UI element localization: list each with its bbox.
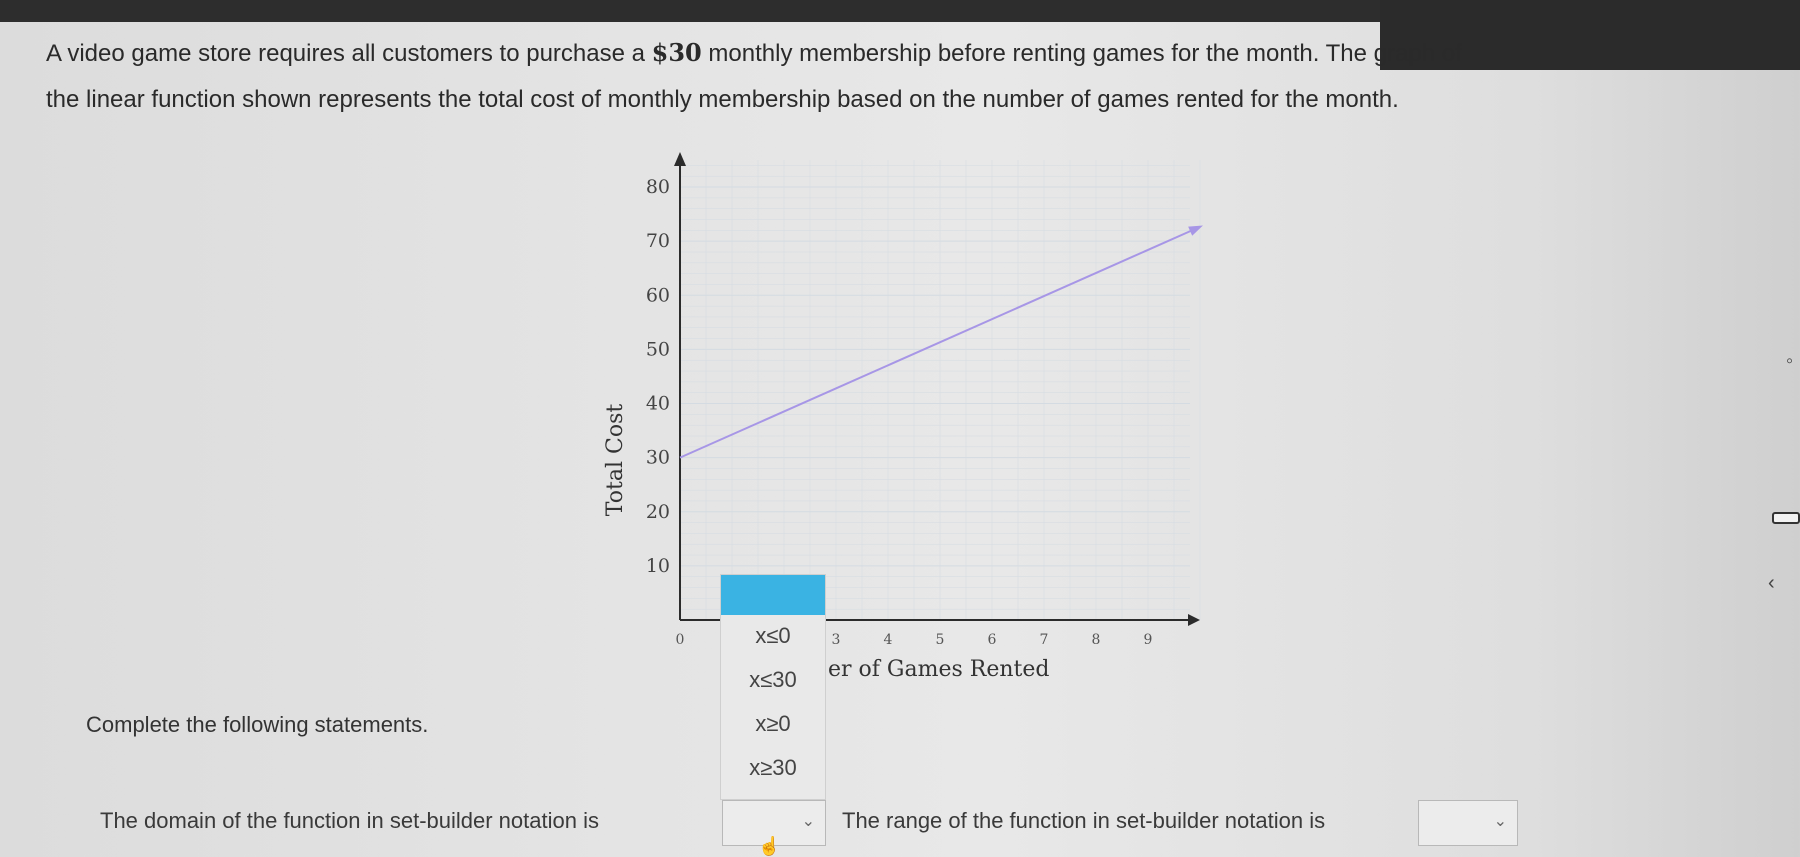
cost-graph xyxy=(560,150,1220,710)
x-tick-label: 6 xyxy=(987,632,997,648)
x-tick-label: 0 xyxy=(675,632,685,648)
range-select[interactable] xyxy=(1418,800,1518,846)
x-axis-title-visible: er of Games Rented xyxy=(828,657,1050,682)
x-tick-label: 5 xyxy=(935,632,945,648)
dropdown-highlight xyxy=(721,575,825,615)
chevron-down-icon: ⌄ xyxy=(1493,813,1507,830)
question-text-b: monthly membership before renting games for the month. The graph of xyxy=(701,40,1462,67)
x-tick-label: 3 xyxy=(831,632,841,648)
domain-dropdown-menu[interactable] xyxy=(720,574,826,800)
x-tick-label: 8 xyxy=(1091,632,1101,648)
edge-mark-icon: ◦ xyxy=(1786,350,1794,372)
function-line xyxy=(680,230,1192,457)
dropdown-option[interactable]: x≥30 xyxy=(749,755,797,780)
domain-statement: The domain of the function in set-builder notation is xyxy=(100,808,599,833)
membership-amount: $30 xyxy=(651,38,702,67)
y-tick-label: 20 xyxy=(645,500,670,523)
chevron-down-icon: ⌄ xyxy=(801,813,815,830)
y-axis-arrow xyxy=(674,152,686,166)
x-tick-label: 4 xyxy=(883,632,893,648)
range-statement: The range of the function in set-builder notation is xyxy=(842,808,1326,833)
y-tick-labels xyxy=(646,176,670,577)
x-axis-arrow xyxy=(1188,614,1200,626)
question-line-1 xyxy=(46,38,1462,68)
function-line-arrow xyxy=(1188,225,1203,235)
y-tick-label: 70 xyxy=(645,230,670,253)
hand-cursor-icon: ☝ xyxy=(758,836,781,856)
y-axis-title: Total Cost xyxy=(603,403,628,517)
dropdown-option[interactable]: x≤30 xyxy=(749,667,797,692)
x-tick-label: 9 xyxy=(1143,632,1153,648)
y-tick-label: 40 xyxy=(645,392,670,415)
dropdown-option[interactable]: x≥0 xyxy=(755,711,791,736)
question-text-a: A video game store requires all customers to purchase a xyxy=(46,40,652,67)
y-tick-label: 50 xyxy=(645,338,670,361)
question-line-2: the linear function shown represents the total cost of monthly membership based on the number of games rented for the month. xyxy=(46,86,1399,113)
y-tick-label: 10 xyxy=(645,554,670,577)
panel-toggle-icon[interactable] xyxy=(1772,512,1800,524)
y-tick-label: 60 xyxy=(645,284,670,307)
graph-grid xyxy=(680,160,1200,620)
chevron-left-icon[interactable]: ‹ xyxy=(1768,572,1775,594)
dropdown-option[interactable]: x≤0 xyxy=(755,623,791,648)
x-tick-label: 7 xyxy=(1039,632,1049,648)
y-tick-label: 30 xyxy=(645,446,670,469)
y-tick-label: 80 xyxy=(645,176,670,199)
complete-statements-label: Complete the following statements. xyxy=(86,712,429,737)
